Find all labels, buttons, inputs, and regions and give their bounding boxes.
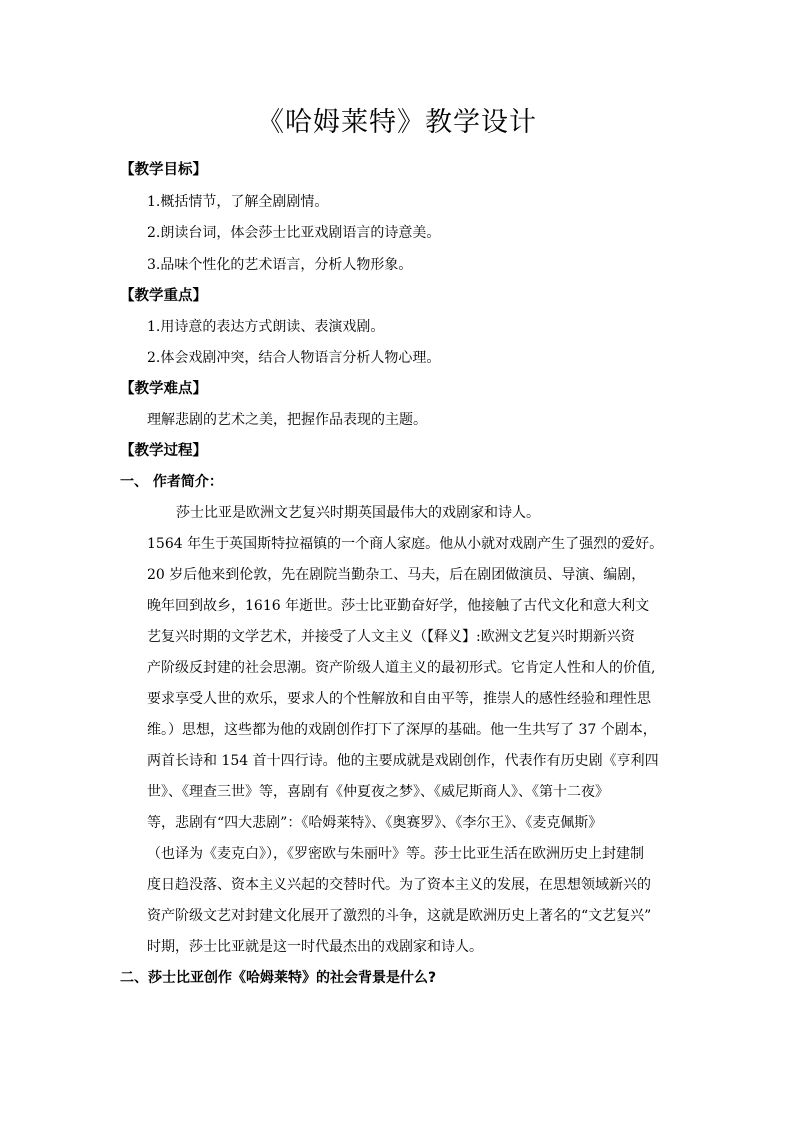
intro-line: 维。）思想，这些都为他的戏剧创作打下了深厚的基础。他一生共写了 37 个剧本， (147, 722, 657, 738)
intro-line: 度日趋没落、资本主义兴起的交替时代。为了资本主义的发展，在思想领域新兴的 (147, 877, 651, 893)
intro-line: 艺复兴时期的文学艺术，并接受了人文主义（【释义】:欧洲文艺复兴时期新兴资 (147, 629, 635, 645)
goals-heading: 【教学目标】 (120, 161, 207, 178)
intro-line: （也译为《麦克白》），《罗密欧与朱丽叶》等。莎士比亚生活在欧洲历史上封建制 (147, 846, 644, 862)
intro-line: 世》、《理查三世》等，喜剧有《仲夏夜之梦》、《威尼斯商人》、《第十二夜》 (147, 784, 609, 800)
intro-line: 资产阶级文艺对封建文化展开了激烈的斗争，这就是欧洲历史上著名的“文艺复兴” (147, 908, 652, 924)
intro-line: 两首长诗和 154 首十四行诗。他的主要成就是戏剧创作，代表作有历史剧《亨利四 (147, 753, 659, 769)
difficulty-heading: 【教学难点】 (120, 380, 207, 397)
key-point-item: 1.用诗意的表达方式朗读、表演戏剧。 (147, 319, 385, 335)
intro-line: 等，悲剧有“四大悲剧”：《哈姆莱特》、《奥赛罗》、《李尔王》、《麦克佩斯》 (147, 815, 603, 831)
section-2-title: 二、莎士比亚创作《哈姆莱特》的社会背景是什么? (120, 970, 437, 986)
intro-line: 莎士比亚是欧洲文艺复兴时期英国最伟大的戏剧家和诗人。 (176, 505, 540, 521)
difficulty-text: 理解悲剧的艺术之美，把握作品表现的主题。 (147, 412, 427, 428)
process-heading: 【教学过程】 (120, 442, 207, 459)
goal-item: 3.品味个性化的艺术语言，分析人物形象。 (147, 257, 413, 273)
intro-line: 晚年回到故乡，1616 年逝世。莎士比亚勤奋好学，他接触了古代文化和意大利文 (147, 598, 650, 614)
goal-item: 2.朗读台词，体会莎士比亚戏剧语言的诗意美。 (147, 225, 441, 241)
section-1-title: 一、 作者简介： (120, 474, 223, 490)
goal-item: 1.概括情节，了解全剧剧情。 (147, 194, 329, 210)
intro-line: 要求享受人世的欢乐，要求人的个性解放和自由平等，推崇人的感性经验和理性思 (147, 691, 651, 707)
intro-line: 1564 年生于英国斯特拉福镇的一个商人家庭。他从小就对戏剧产生了强烈的爱好。 (147, 536, 664, 552)
intro-line: 20 岁后他来到伦敦，先在剧院当勤杂工、马夫，后在剧团做演员、导演、编剧， (147, 567, 646, 583)
document-title: 《哈姆莱特》教学设计 (257, 107, 537, 138)
key-point-item: 2.体会戏剧冲突，结合人物语言分析人物心理。 (147, 350, 441, 366)
key-points-heading: 【教学重点】 (120, 287, 207, 304)
intro-line: 时期，莎士比亚就是这一时代最杰出的戏剧家和诗人。 (147, 939, 483, 955)
intro-line: 产阶级反封建的社会思潮。资产阶级人道主义的最初形式。它肯定人性和人的价值, (147, 660, 656, 676)
